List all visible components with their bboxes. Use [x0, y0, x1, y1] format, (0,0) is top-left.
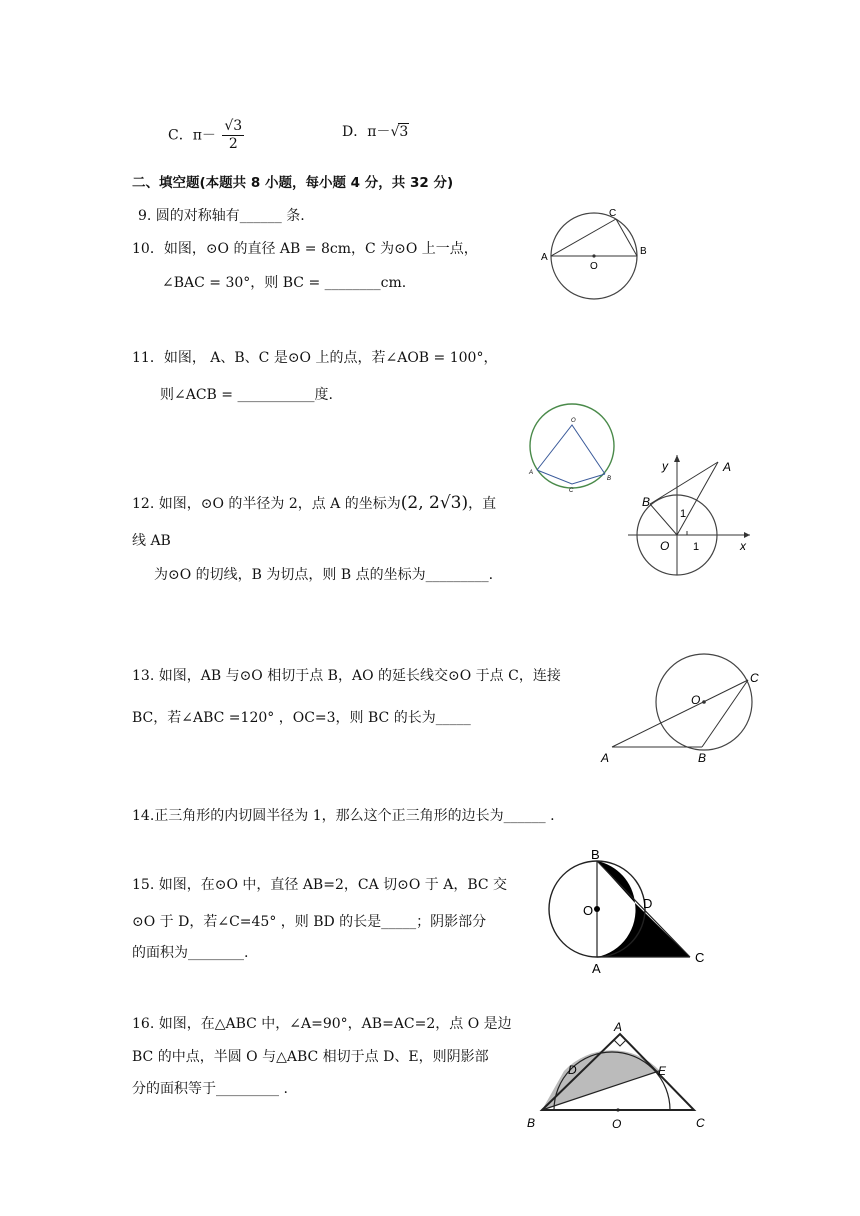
fig16-label-e: E	[658, 1064, 667, 1078]
figure-10	[538, 208, 658, 304]
fig11-label-c: C	[569, 488, 574, 494]
figure-12	[620, 450, 760, 580]
figure-13	[598, 652, 768, 770]
fig16-label-a: A	[614, 1020, 623, 1034]
fig10-label-a: A	[541, 252, 548, 263]
figure-15	[545, 845, 715, 977]
question-16-line1: 16. 如图，在△ABC 中，∠A=90°，AB=AC=2，点 O 是边	[132, 1016, 512, 1032]
fig13-line-ac	[612, 680, 748, 747]
fig10-label-o: O	[590, 261, 598, 272]
fig10-chord-bc	[616, 219, 637, 256]
fig12-x-arrow	[744, 532, 750, 538]
question-12-text-end: ，直	[468, 496, 497, 512]
fig16-label-o: O	[612, 1117, 622, 1131]
fig13-label-b: B	[698, 751, 707, 765]
option-c-numerator: √3	[224, 118, 243, 134]
option-c	[168, 118, 244, 153]
fig12-radius-ob	[650, 504, 677, 535]
question-9: 9. 圆的对称轴有______ 条.	[138, 208, 305, 224]
fig15-label-c: C	[695, 950, 705, 965]
fig10-center-dot	[592, 254, 595, 257]
fig11-radii	[537, 425, 605, 474]
question-11-line2: 则∠ACB = ___________度.	[160, 387, 333, 403]
fig12-label-a: A	[723, 460, 732, 474]
question-13-line2: BC，若∠ABC =120° ，OC=3，则 BC 的长为_____	[132, 710, 471, 726]
option-c-denominator: 2	[228, 135, 238, 152]
fig15-center-dot	[594, 906, 600, 912]
fig16-label-d: D	[568, 1063, 577, 1077]
fig15-label-d: D	[643, 896, 653, 911]
fig11-label-a: A	[529, 470, 534, 476]
fig15-label-a: A	[592, 961, 601, 976]
question-12-line2: 线 AB	[132, 533, 171, 549]
fig12-y-arrow	[674, 455, 680, 462]
option-d: D．π－√3	[342, 124, 409, 140]
fig15-shaded-lower	[597, 903, 690, 957]
question-16-line3: 分的面积等于_________ .	[132, 1081, 288, 1097]
fig10-label-b: B	[640, 246, 647, 257]
option-c-fraction	[222, 118, 244, 153]
fig12-label-x: x	[740, 539, 746, 553]
point-a-coordinate: (2, 2√3)	[400, 493, 469, 513]
option-c-text: C．π－	[168, 127, 216, 144]
question-10-line1: 10．如图，⊙O 的直径 AB = 8cm，C 为⊙O 上一点，	[132, 241, 478, 257]
fig11-label-b: B	[607, 476, 612, 482]
fig10-chord-ac	[551, 219, 616, 256]
question-12-text: 12. 如图，⊙O 的半径为 2，点 A 的坐标为	[132, 496, 401, 512]
section-title: 二、填空题(本题共 8 小题，每小题 4 分，共 32 分)	[132, 175, 454, 191]
fig15-label-b: B	[591, 847, 600, 862]
option-d-text: D．π－	[342, 124, 391, 140]
option-d-radicand: 3	[399, 124, 409, 140]
fig13-label-o: O	[691, 693, 701, 707]
fig12-label-one-y: 1	[680, 508, 687, 520]
question-10-line2: ∠BAC = 30°，则 BC = ________cm.	[162, 275, 407, 291]
fig12-line-oa	[677, 462, 718, 535]
question-15-line2: ⊙O 于 D，若∠C=45° ，则 BD 的长是_____；阴影部分	[132, 914, 487, 930]
question-12-line1	[132, 493, 496, 513]
fig10-label-c: C	[609, 208, 617, 219]
question-15-line3: 的面积为________.	[132, 945, 249, 961]
fig16-center-dot	[616, 1108, 619, 1111]
fig12-label-y: y	[662, 459, 668, 473]
fig15-label-o: O	[583, 903, 594, 918]
fig16-shaded-region	[542, 1050, 660, 1110]
fig13-label-c: C	[750, 671, 759, 685]
fig13-center-dot	[702, 700, 706, 704]
fig12-label-b: B	[642, 495, 651, 509]
figure-11	[525, 402, 625, 494]
fig13-chord-bc	[702, 680, 748, 747]
fig13-label-a: A	[601, 751, 610, 765]
fig16-right-angle-mark	[614, 1040, 626, 1046]
question-14: 14.正三角形的内切圆半径为 1，那么这个正三角形的边长为______ .	[132, 808, 555, 824]
fig12-label-one-x: 1	[693, 541, 700, 553]
question-11-line1: 11．如图， A、B、C 是⊙O 上的点，若∠AOB = 100°，	[132, 350, 498, 366]
question-13-line1: 13. 如图，AB 与⊙O 相切于点 B，AO 的延长线交⊙O 于点 C，连接	[132, 668, 561, 684]
fig11-label-o: O	[571, 418, 576, 424]
fig16-label-b: B	[527, 1116, 536, 1130]
figure-16	[522, 1016, 712, 1134]
question-16-line2: BC 的中点，半圆 O 与△ABC 相切于点 D、E，则阴影部	[132, 1049, 489, 1065]
question-12-line3: 为⊙O 的切线，B 为切点，则 B 点的坐标为_________.	[154, 567, 494, 583]
fig16-label-c: C	[696, 1116, 705, 1130]
fig12-tangent-line	[650, 462, 718, 504]
fig12-label-o: O	[660, 539, 670, 553]
question-15-line1: 15. 如图，在⊙O 中，直径 AB=2，CA 切⊙O 于 A，BC 交	[132, 877, 508, 893]
